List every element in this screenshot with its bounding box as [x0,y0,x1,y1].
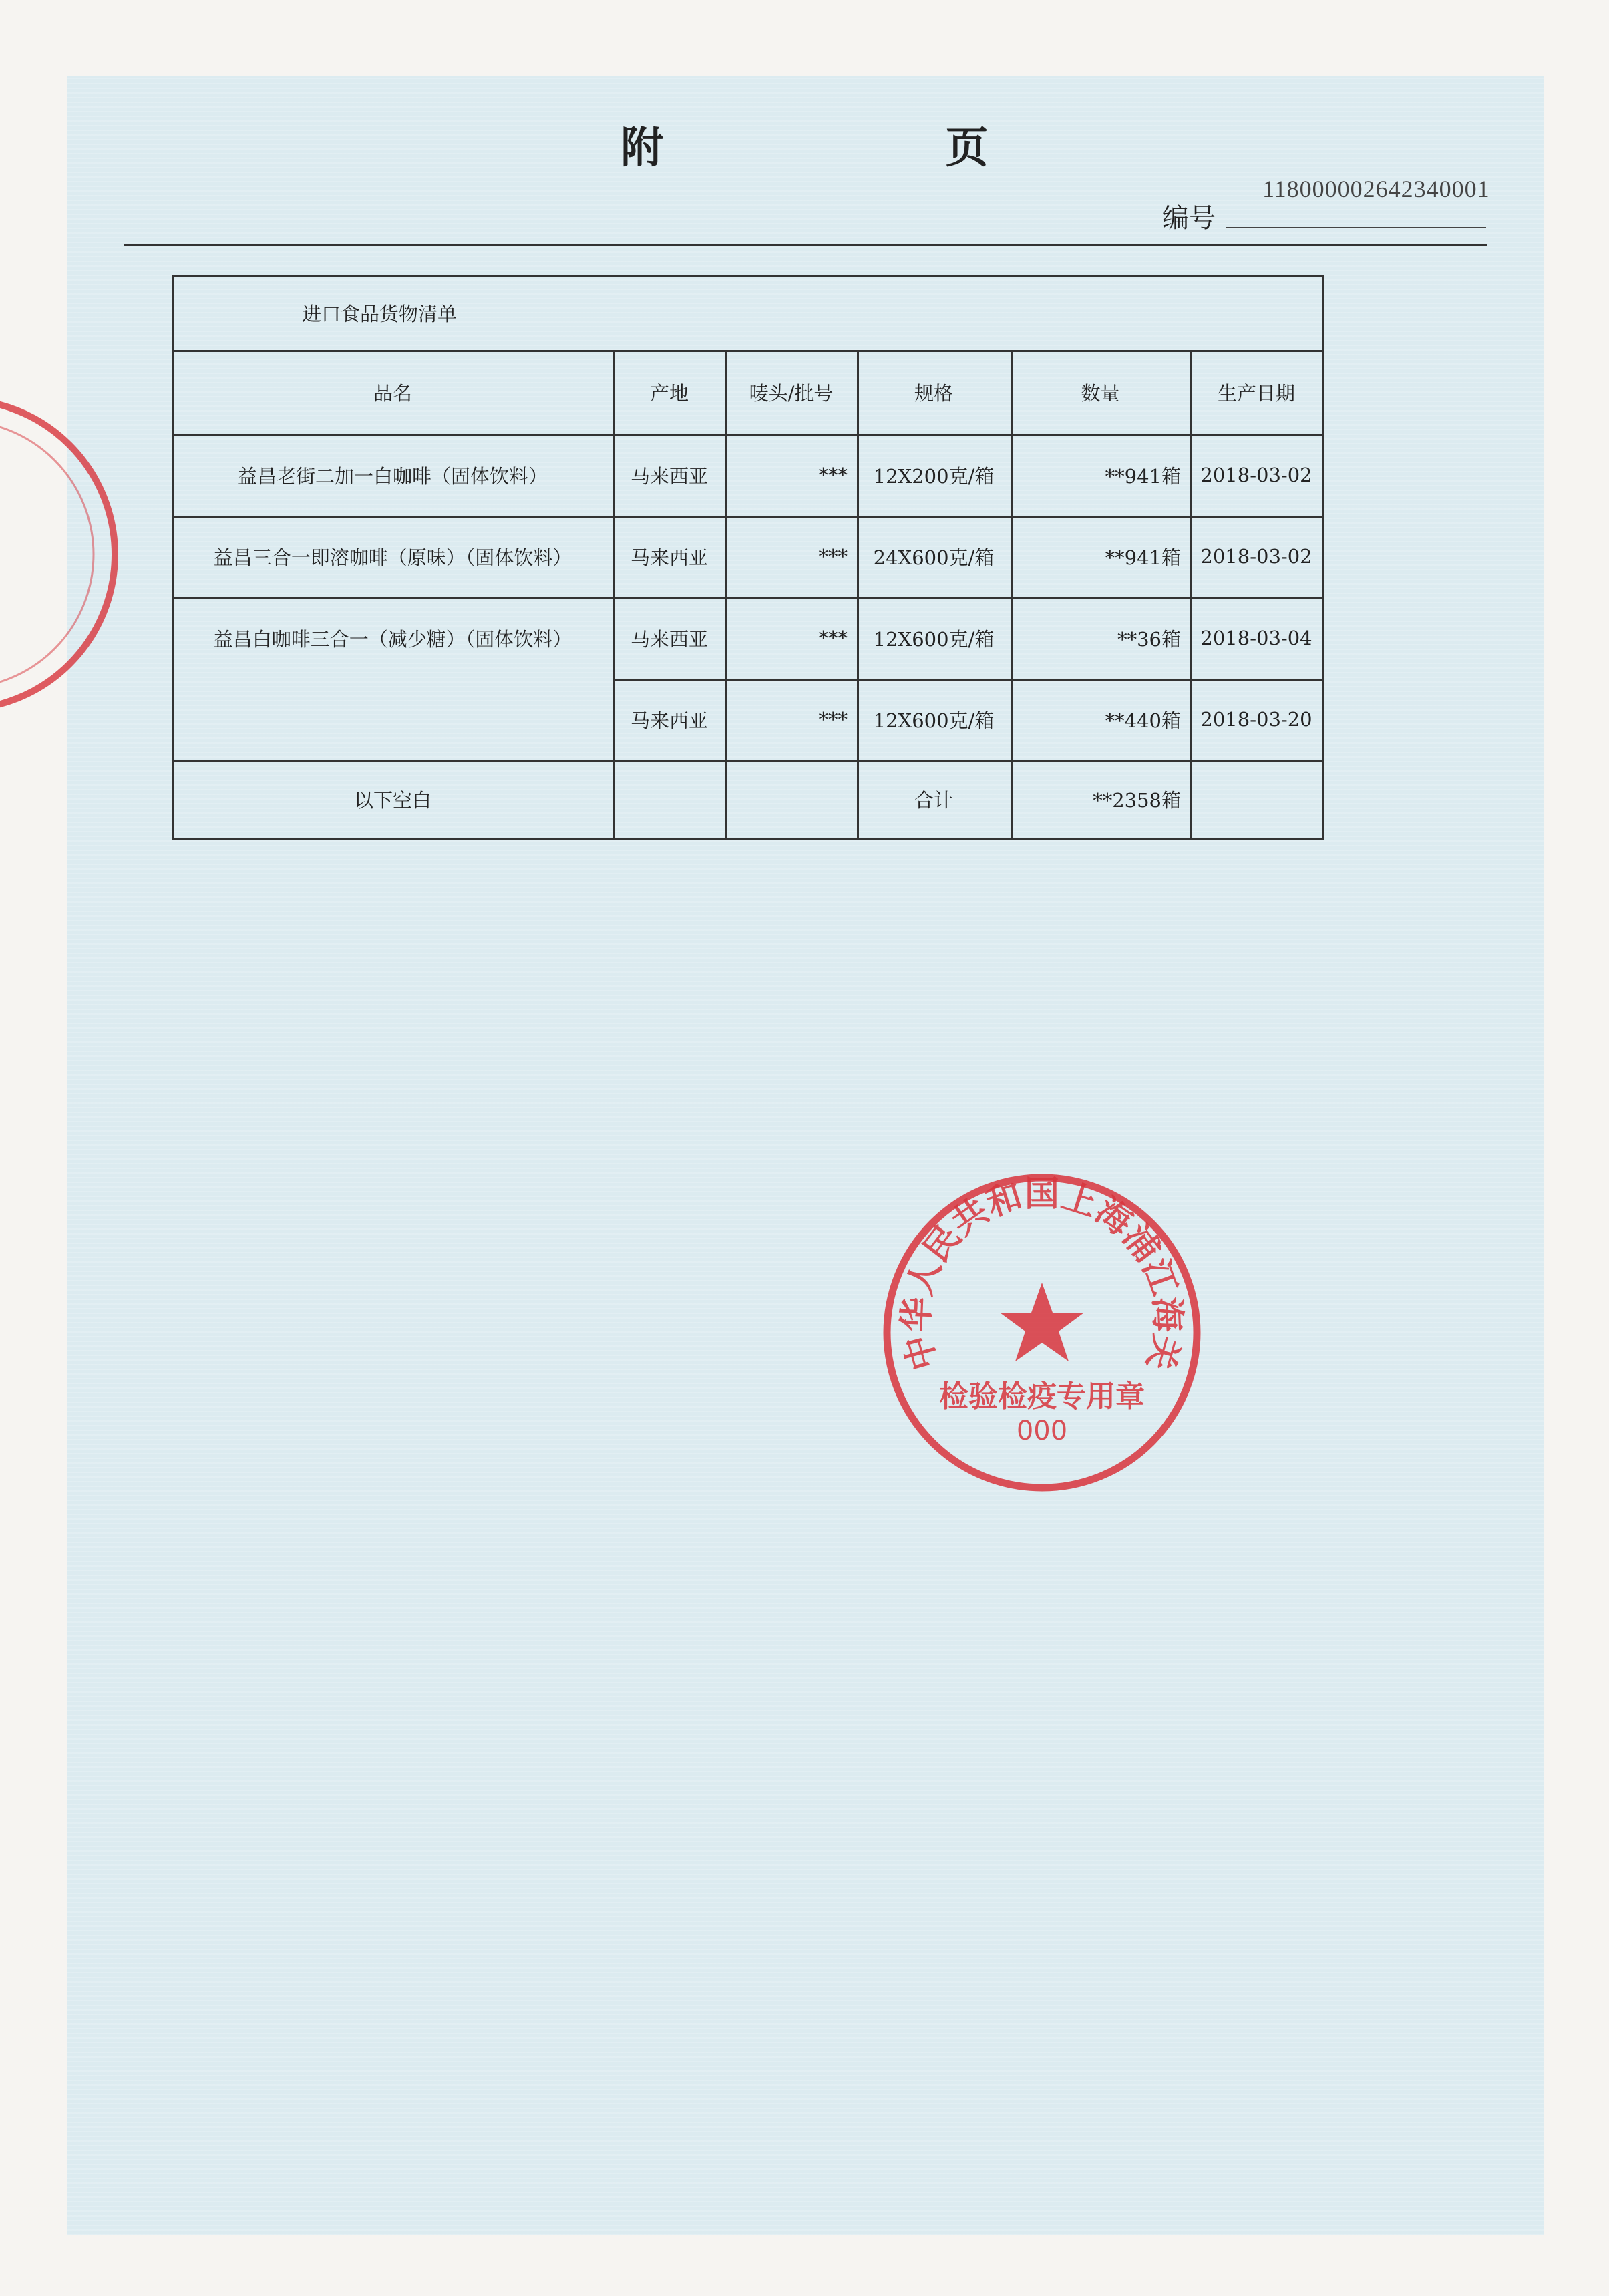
serial-underline [1226,227,1486,228]
cell-name: 益昌老街二加一白咖啡（固体饮料） [237,464,548,488]
cell-date: 2018-03-02 [1200,464,1312,486]
serial-number: 118000002642340001 [1262,176,1490,202]
cell-name [172,679,613,760]
serial-label: 编号 [1162,203,1216,234]
svg-text:检验检疫专用章: 检验检疫专用章 [939,1379,1145,1414]
cell-name: 益昌三合一即溶咖啡（原味）（固体饮料） [213,546,572,569]
total-quantity: **2358箱 [1093,788,1181,812]
svg-text:中华人民共和国上海浦江海关: 中华人民共和国上海浦江海关 [896,1174,1188,1375]
table-caption: 进口食品货物清单 [302,302,458,325]
cell-date: 2018-03-02 [1200,545,1312,568]
page-title: 附 页 [620,123,1122,173]
header-mark: 唛头/批号 [749,381,834,405]
goods-table [172,275,1324,838]
cell-quantity: **941箱 [1105,464,1181,488]
svg-text:000: 000 [1016,1416,1068,1446]
cell-mark: *** [818,545,848,568]
cell-origin: 马来西亚 [630,546,708,569]
cell-mark: *** [818,464,848,486]
cell-date: 2018-03-04 [1200,627,1312,649]
customs-seal-stamp [875,1166,1209,1500]
blank-note: 以下空白 [353,788,431,812]
total-label: 合计 [914,788,953,812]
cell-origin: 马来西亚 [630,464,708,488]
cell-spec: 24X600克/箱 [873,546,995,569]
cell-mark: *** [818,627,848,649]
cell-name: 益昌白咖啡三合一（减少糖）（固体饮料） [213,627,572,651]
table-line [1322,275,1324,838]
partial-seal-stamp [0,387,127,721]
header-quantity: 数量 [1081,381,1120,405]
cell-mark: *** [818,708,848,731]
header-spec: 规格 [914,381,953,405]
cell-spec: 12X600克/箱 [873,627,995,651]
cell-quantity: **36箱 [1117,627,1181,651]
cell-spec: 12X600克/箱 [873,709,995,732]
table-line [172,838,1324,840]
cell-origin: 马来西亚 [630,627,708,651]
header-rule [124,244,1487,246]
cell-quantity: **941箱 [1105,546,1181,569]
header-name: 品名 [373,381,412,405]
cell-date: 2018-03-20 [1200,708,1312,731]
header-origin: 产地 [649,381,689,405]
header-date: 生产日期 [1217,381,1295,405]
cell-spec: 12X200克/箱 [873,464,995,488]
cell-quantity: **440箱 [1105,709,1181,732]
cell-origin: 马来西亚 [630,709,708,732]
